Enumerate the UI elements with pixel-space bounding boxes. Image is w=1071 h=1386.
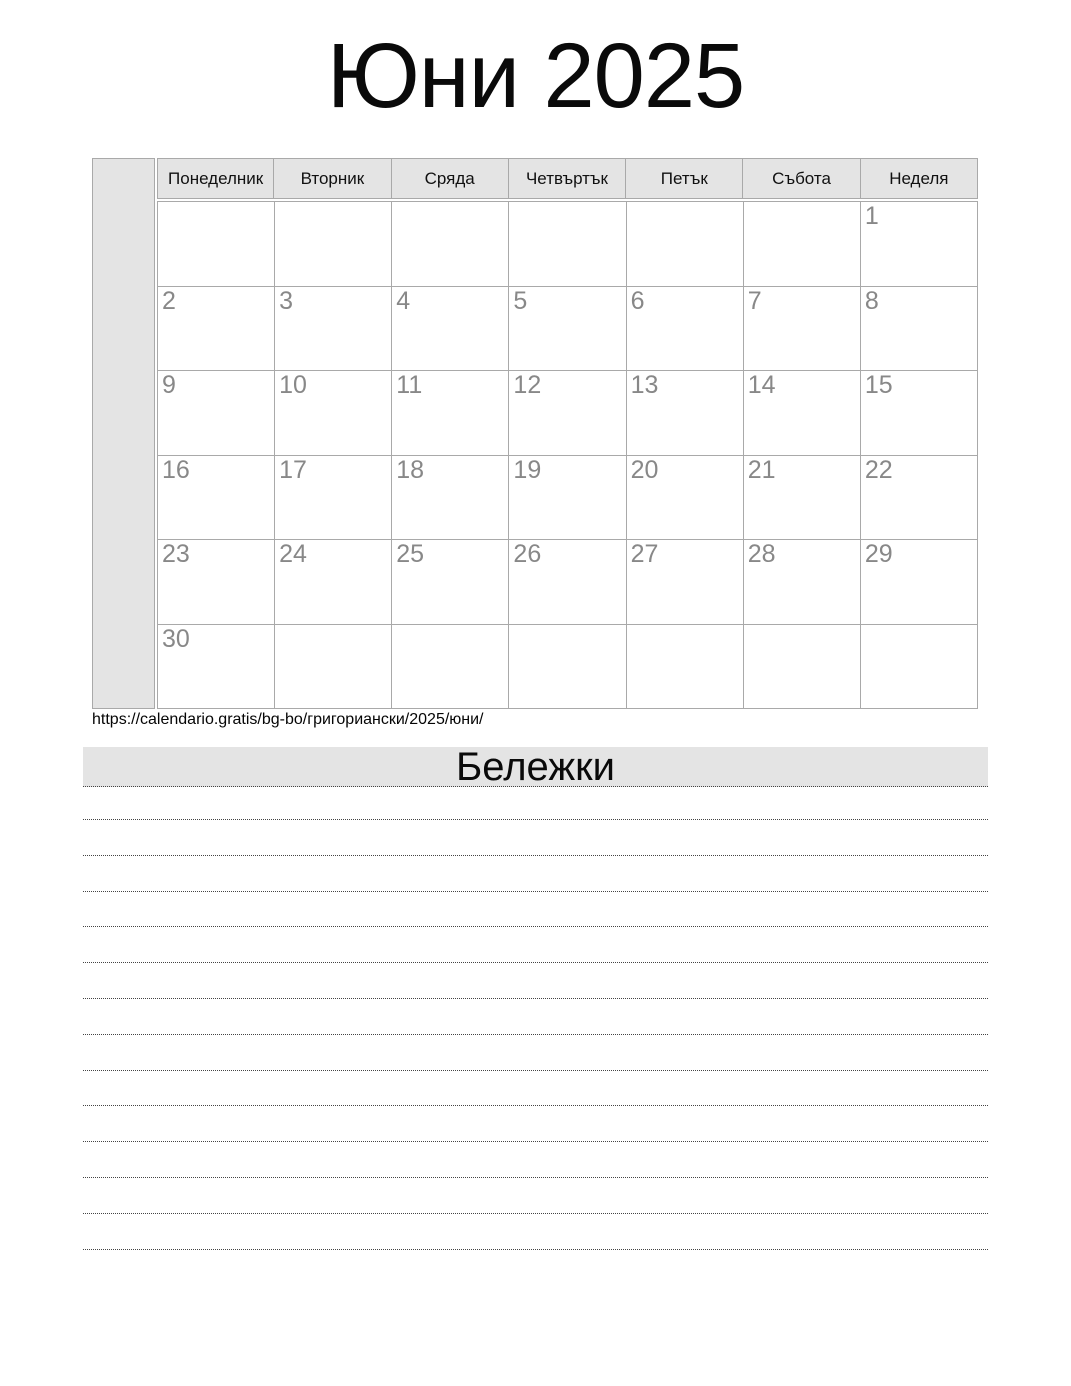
note-line bbox=[83, 820, 988, 856]
note-line bbox=[83, 892, 988, 928]
day-cell-23: 23 bbox=[158, 540, 275, 625]
day-cell-12: 12 bbox=[509, 371, 626, 456]
note-line bbox=[83, 999, 988, 1035]
note-line bbox=[83, 1142, 988, 1178]
day-cell-27: 27 bbox=[627, 540, 744, 625]
day-cell-6: 6 bbox=[627, 287, 744, 372]
weekday-header-saturday: Събота bbox=[743, 158, 860, 199]
day-cell bbox=[275, 625, 392, 710]
day-cell bbox=[509, 625, 626, 710]
day-cell-26: 26 bbox=[509, 540, 626, 625]
note-line bbox=[83, 1214, 988, 1250]
note-line bbox=[83, 856, 988, 892]
day-cell bbox=[744, 202, 861, 287]
day-cell-15: 15 bbox=[861, 371, 978, 456]
day-cell-30: 30 bbox=[158, 625, 275, 710]
day-cell-5: 5 bbox=[509, 287, 626, 372]
day-cell-2: 2 bbox=[158, 287, 275, 372]
day-cell-28: 28 bbox=[744, 540, 861, 625]
day-cell-10: 10 bbox=[275, 371, 392, 456]
day-cell-25: 25 bbox=[392, 540, 509, 625]
day-cell bbox=[275, 202, 392, 287]
day-cell bbox=[861, 625, 978, 710]
day-cell-18: 18 bbox=[392, 456, 509, 541]
weekday-header-monday: Понеделник bbox=[157, 158, 274, 199]
weekday-header-sunday: Неделя bbox=[861, 158, 978, 199]
note-line bbox=[83, 1178, 988, 1214]
day-cell bbox=[627, 202, 744, 287]
weekday-header-friday: Петък bbox=[626, 158, 743, 199]
day-cell-29: 29 bbox=[861, 540, 978, 625]
weekday-header-tuesday: Вторник bbox=[274, 158, 391, 199]
day-cell-13: 13 bbox=[627, 371, 744, 456]
day-cell-11: 11 bbox=[392, 371, 509, 456]
calendar bbox=[92, 158, 978, 709]
note-line bbox=[83, 1106, 988, 1142]
day-cell-20: 20 bbox=[627, 456, 744, 541]
calendar-body bbox=[157, 158, 978, 709]
day-cell-7: 7 bbox=[744, 287, 861, 372]
day-cell-19: 19 bbox=[509, 456, 626, 541]
note-line bbox=[83, 1035, 988, 1071]
day-cell-8: 8 bbox=[861, 287, 978, 372]
day-cell-4: 4 bbox=[392, 287, 509, 372]
page-title: Юни 2025 bbox=[326, 25, 745, 127]
note-line bbox=[83, 963, 988, 999]
day-cell bbox=[744, 625, 861, 710]
note-line bbox=[83, 927, 988, 963]
day-cell-22: 22 bbox=[861, 456, 978, 541]
note-line bbox=[83, 1071, 988, 1107]
day-cell bbox=[158, 202, 275, 287]
day-cell bbox=[392, 202, 509, 287]
calendar-grid bbox=[157, 201, 978, 709]
day-cell-9: 9 bbox=[158, 371, 275, 456]
day-cell-17: 17 bbox=[275, 456, 392, 541]
weekday-header-wednesday: Сряда bbox=[392, 158, 509, 199]
weekday-header-thursday: Четвъртък bbox=[509, 158, 626, 199]
source-url-text: https://calendario.gratis/bg-bo/григориански/2025/юни/ bbox=[92, 711, 484, 728]
note-line bbox=[83, 788, 988, 820]
day-cell-21: 21 bbox=[744, 456, 861, 541]
day-cell bbox=[627, 625, 744, 710]
day-cell-1: 1 bbox=[861, 202, 978, 287]
weekday-header-row bbox=[157, 158, 978, 199]
day-cell-16: 16 bbox=[158, 456, 275, 541]
calendar-left-gutter bbox=[92, 158, 155, 709]
notes-section-title: Бележки bbox=[83, 747, 988, 787]
notes-lines-area bbox=[83, 788, 988, 1250]
day-cell-14: 14 bbox=[744, 371, 861, 456]
day-cell bbox=[392, 625, 509, 710]
day-cell-24: 24 bbox=[275, 540, 392, 625]
day-cell-3: 3 bbox=[275, 287, 392, 372]
day-cell bbox=[509, 202, 626, 287]
